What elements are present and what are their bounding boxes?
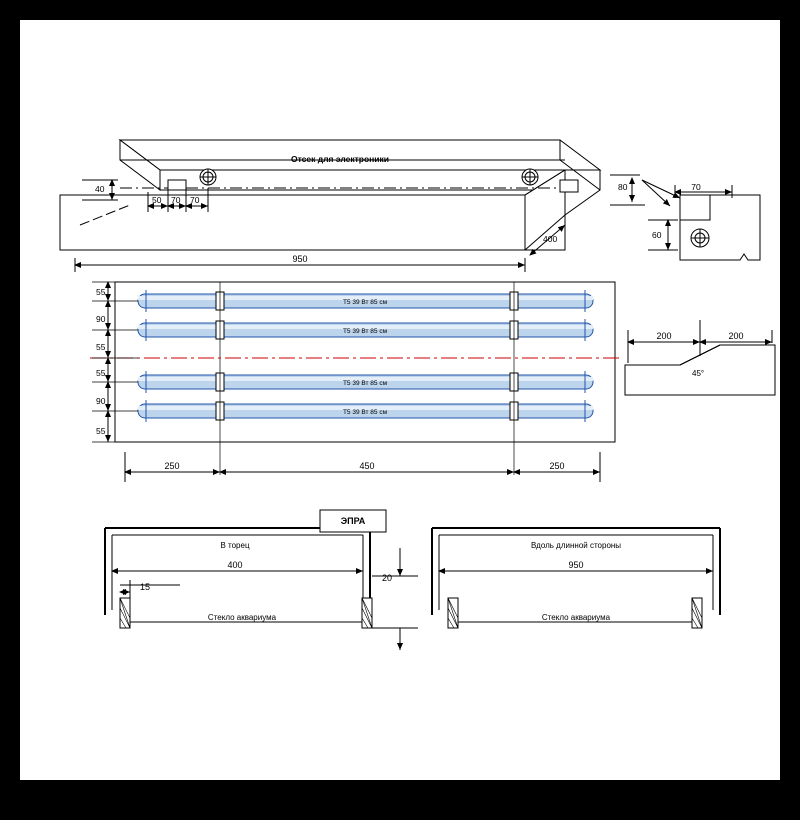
- dim-v-55b: 55: [96, 342, 106, 352]
- dim-length-950: 950: [292, 254, 308, 264]
- lamp-label-2: T5 39 Вт 85 см: [342, 328, 388, 335]
- dim-v-55c: 55: [96, 368, 106, 378]
- dim-bracket-70a: 70: [171, 195, 181, 205]
- dim-h-250a: 250: [164, 461, 180, 471]
- drawing-sheet: [20, 20, 780, 780]
- aquarium-glass-label-2: Стекло аквариума: [541, 613, 611, 622]
- dim-bracket-50: 50: [152, 195, 162, 205]
- dim-v-55d: 55: [96, 426, 106, 436]
- drawing-canvas: [20, 20, 780, 780]
- lamp-label-4: T5 39 Вт 85 см: [342, 409, 388, 416]
- glass-right-of-left-view: [362, 598, 372, 628]
- dim-v-55a: 55: [96, 287, 106, 297]
- aquarium-glass-label-1: Стекло аквариума: [207, 613, 277, 622]
- dim-width-400: 400: [543, 234, 558, 244]
- glass-right: [692, 598, 702, 628]
- dim-glass-15: 15: [140, 582, 151, 592]
- dim-end-400: 400: [227, 560, 243, 570]
- lamp-label-3: T5 39 Вт 85 см: [342, 380, 388, 387]
- chamfer-detail-view: [625, 320, 775, 395]
- dim-chamfer-200b: 200: [728, 331, 744, 341]
- dim-height-40: 40: [95, 184, 105, 194]
- dim-detail-70: 70: [691, 182, 701, 192]
- long-side-view-label: Вдоль длинной стороны: [530, 541, 622, 550]
- corner-detail-view: [642, 180, 760, 260]
- lamp-socket-right: [522, 169, 538, 185]
- lamp-label-1: T5 39 Вт 85 см: [342, 299, 388, 306]
- glass-left-of-right-view: [448, 598, 458, 628]
- dim-detail-60: 60: [652, 230, 662, 240]
- dim-h-250b: 250: [549, 461, 565, 471]
- section-views: [105, 510, 720, 650]
- glass-left: [120, 598, 130, 628]
- dim-chamfer-angle: 45°: [692, 369, 705, 378]
- dim-bracket-70b: 70: [190, 195, 200, 205]
- epra-label: ЭПРА: [340, 516, 366, 526]
- dim-h-450: 450: [359, 461, 375, 471]
- lamp-socket-left: [200, 169, 216, 185]
- dim-chamfer-200a: 200: [656, 331, 672, 341]
- dim-v-90b: 90: [96, 396, 106, 406]
- dim-height-80: 80: [618, 182, 628, 192]
- dim-v-90a: 90: [96, 314, 106, 324]
- dim-gap-20: 20: [382, 573, 393, 583]
- end-view-label: В торец: [220, 541, 250, 550]
- electronics-compartment-label: Отсек для электроники: [291, 154, 389, 164]
- dim-long-950: 950: [568, 560, 584, 570]
